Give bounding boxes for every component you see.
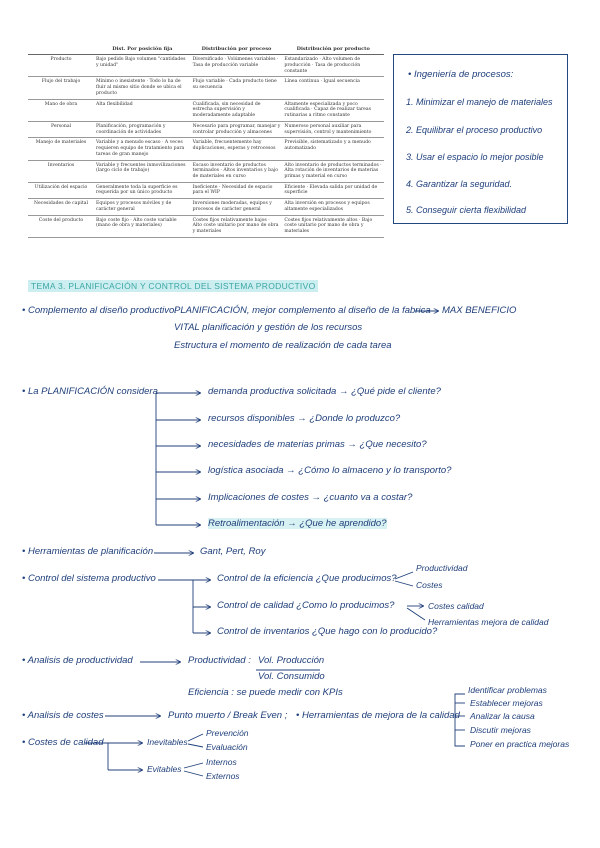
inevitables-sub: Prevención (206, 728, 249, 738)
table-cell: Equipos y procesos móviles y de carácter general (94, 199, 191, 215)
eficiencia-sub: Costes (416, 580, 443, 590)
herramientas-label: • Herramientas de planificación (22, 546, 154, 557)
row-label: Flujo del trabajo (28, 77, 94, 99)
costes-calidad-label: • Costes de calidad (22, 737, 104, 748)
table-cell: Línea continua · Igual secuencia (282, 77, 384, 99)
planificacion-item: necesidades de materias primas → ¿Que necesito? (208, 439, 427, 450)
analisis-prod-label: • Analisis de productividad (22, 655, 133, 666)
table-cell: Cualificada, sin necesidad de estrecha supervisión y moderadamente adaptable (191, 99, 283, 121)
mejora-step: Analizar la causa (470, 711, 535, 721)
row-label: Necesidades de capital (28, 199, 94, 215)
control-item: Control de la eficiencia ¿Que producimos? (217, 573, 397, 584)
productividad-numerator: Vol. Producción (258, 655, 325, 666)
table-cell: Variable y frecuentes inmovilizaciones (largo ciclo de trabajo) (94, 160, 191, 182)
calidad-sub: Costes calidad (428, 601, 484, 611)
section-title: TEMA 3. PLANIFICACIÓN Y CONTROL DEL SISTEMA PRODUCTIVO (28, 280, 318, 292)
table-cell: Altamente especializada y poco cualificada · Capaz de realizar tareas rutinarias a ritmo constante (282, 99, 384, 121)
mejora-step: Establecer mejoras (470, 698, 543, 708)
box-item: 3. Usar el espacio lo mejor posible (406, 152, 544, 162)
table-header: Dist. Por posición fija (94, 44, 191, 55)
mejora-step: Discutir mejoras (470, 725, 531, 735)
table-cell: Ineficiente · Necesidad de espacio para el WIP (191, 182, 283, 198)
control-item: Control de calidad ¿Como lo producimos? (217, 600, 395, 611)
table-header: Distribución por producto (282, 44, 384, 55)
table-cell: Inversiones moderadas, equipos y procesos de carácter general (191, 199, 283, 215)
complemento-line2: VITAL planificación y gestión de los recursos (174, 322, 363, 333)
calidad-sub: Herramientas mejora de calidad (428, 617, 549, 627)
box-item: 5. Conseguir cierta flexibilidad (406, 205, 527, 215)
inevitables: Inevitables (147, 737, 188, 747)
planificacion-item: demanda productiva solicitada → ¿Qué pide el cliente? (208, 386, 441, 397)
table-cell: Mínimo o inexistente · Todo lo ha de fluir al mismo sitio donde se ubica el producto (94, 77, 191, 99)
table-cell: Variable y a menudo escaso · A veces requieren equipo de tratamiento para tareas de gran manejo (94, 138, 191, 160)
table-cell: Escaso inventario de productos terminados · Altos inventarios y bajo de materiales en curso (191, 160, 283, 182)
table-cell: Variable, frecuentemente hay duplicaciones, esperas y retrocesos (191, 138, 283, 160)
evitables-sub: Internos (206, 757, 237, 767)
box-item: 4. Garantizar la seguridad. (406, 179, 513, 189)
control-label: • Control del sistema productivo (22, 573, 156, 584)
break-even: Punto muerto / Break Even ; (168, 710, 288, 721)
evitables-sub: Externos (206, 771, 240, 781)
table-cell: Costes fijos relativamente bajos · Alto coste unitario por mano de obra y materiales (191, 215, 283, 237)
table-cell: Planificación, programación y coordinación de actividades (94, 121, 191, 137)
table-cell: Bajo coste fijo · Alto coste variable (mano de obra y materiales) (94, 215, 191, 237)
table-header: Distribución por proceso (191, 44, 283, 55)
row-label: Manejo de materiales (28, 138, 94, 160)
planificacion-label: • La PLANIFICACIÓN considera (22, 386, 158, 397)
eficiencia-kpi: Eficiencia : se puede medir con KPIs (188, 687, 343, 698)
table-cell: Alto inventario de productos terminados · Alta rotación de inventarios de materias primas y material en curso (282, 160, 384, 182)
productividad-formula-label: Productividad : (188, 655, 251, 666)
mejora-step: Poner en practica mejoras (470, 739, 570, 749)
table-cell: Necesario para programar, manejar y controlar producción y almacenes (191, 121, 283, 137)
analisis-costes-label: • Analisis de costes (22, 710, 104, 721)
table-cell: Estandarizado · Alto volumen de producción · Tasa de producción constante (282, 55, 384, 77)
box-title: • Ingeniería de procesos: (408, 69, 514, 80)
box-item: 1. Minimizar el manejo de materiales (406, 97, 553, 107)
row-label: Personal (28, 121, 94, 137)
planificacion-item: recursos disponibles → ¿Donde lo produzco? (208, 413, 401, 424)
complemento-line1: PLANIFICACIÓN, mejor complemento al diseño de la fabrica (174, 305, 431, 316)
table-cell: Costes fijos relativamente altos · Bajo coste unitario por mano de obra y materiales (282, 215, 384, 237)
productividad-denominator: Vol. Consumido (258, 671, 325, 682)
row-label: Coste del producto (28, 215, 94, 237)
table-cell: Alta inversión en procesos y equipos altamente especializados (282, 199, 384, 215)
table-cell: Diversificado · Volúmenes variables · Tasa de producción variable (191, 55, 283, 77)
evitables: Evitables (147, 764, 182, 774)
row-label: Inventarios (28, 160, 94, 182)
table-cell: Flujo variable · Cada producto tiene su secuencia (191, 77, 283, 99)
table-cell: Previsible, sistematizado y a menudo automatizado (282, 138, 384, 160)
control-item: Control de inventarios ¿Que hago con lo producido? (217, 626, 438, 637)
box-item: 2. Equilibrar el proceso productivo (406, 125, 543, 135)
table-cell: Numeroso personal auxiliar para supervisión, control y mantenimiento (282, 121, 384, 137)
inevitables-sub: Evaluación (206, 742, 248, 752)
mejora-step: Identificar problemas (468, 685, 547, 695)
planificacion-item: logística asociada → ¿Cómo lo almaceno y lo transporto? (208, 465, 452, 476)
table-cell: Eficiente · Elevada salida por unidad de superficie (282, 182, 384, 198)
row-label: Utilización del espacio (28, 182, 94, 198)
planificacion-item: Retroalimentación → ¿Que he aprendido? (208, 518, 387, 529)
herramientas-mejora: • Herramientas de mejora de la calidad (296, 710, 460, 721)
herramientas-value: Gant, Pert, Roy (200, 546, 266, 557)
row-label: Producto (28, 55, 94, 77)
complemento-line3: Estructura el momento de realización de cada tarea (174, 340, 392, 351)
planificacion-item: Implicaciones de costes → ¿cuanto va a costar? (208, 492, 413, 503)
row-label: Mano de obra (28, 99, 94, 121)
complemento-line1-end: MAX BENEFICIO (442, 305, 517, 316)
table-cell: Alta flexibilidad (94, 99, 191, 121)
complemento-label: • Complemento al diseño productivo: (22, 305, 177, 316)
table-cell: Generalmente toda la superficie es requerida por un único producto (94, 182, 191, 198)
eficiencia-sub: Productividad (416, 563, 468, 573)
table-cell: Bajo pedido Bajo volumen "cantidades y unidad" (94, 55, 191, 77)
